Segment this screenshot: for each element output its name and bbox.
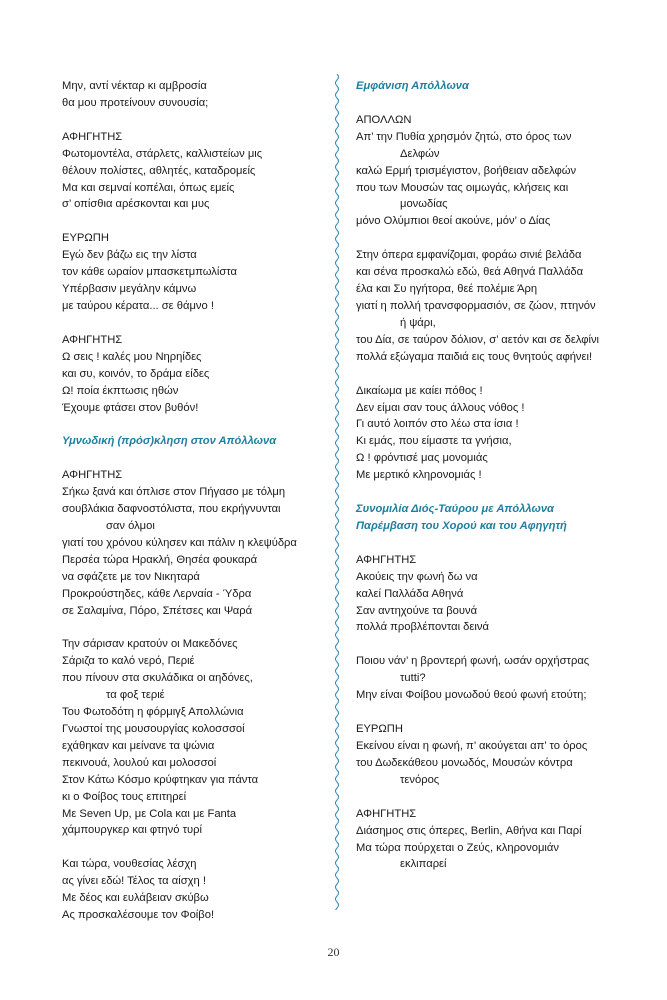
verse-line: πεκινουά, λουλού και μολοσσοί	[62, 756, 217, 769]
stanza-gap	[62, 315, 320, 332]
column-divider	[334, 74, 340, 910]
verse-line-continuation: μονωδίας	[400, 198, 448, 211]
stanza-gap	[356, 789, 646, 806]
speaker-name: ΑΠΟΛΛΩΝ	[356, 113, 412, 126]
speaker-name: ΑΦΗΓΗΤΗΣ	[62, 333, 123, 346]
verse-line: Στον Κάτω Κόσμο κρύφτηκαν για πάντα	[62, 773, 259, 786]
verse-line: που πίνουν στα σκυλάδικα οι αηδόνες,	[62, 672, 253, 685]
verse-line: Γνωστοί της μουσουργίας κολοσσσοί	[62, 723, 245, 735]
verse-line: και σένα προσκαλώ εδώ, θεά Αθηνά Παλλάδα	[356, 266, 584, 279]
verse-line-continuation: τα φοξ τεριέ	[106, 689, 165, 702]
speaker-name: ΑΦΗΓΗΤΗΣ	[356, 807, 417, 820]
verse-line: σουβλάκια δαφνοστόλιστα, που εκρήγνυνται	[62, 503, 281, 516]
left-column	[62, 78, 320, 924]
verse-line: Απ’ την Πυθία χρησμόν ζητώ, στο όρος των	[356, 130, 572, 143]
verse-line: να σφάζετε με τον Νικηταρά	[62, 570, 200, 583]
verse-line: Με μερτικό κληρονομιάς !	[356, 469, 482, 482]
verse-line: καλώ Ερμή τρισμέγιστον, βοήθειαν αδελφών	[356, 164, 577, 177]
stanza-gap	[62, 112, 320, 129]
page-number: 20	[327, 945, 340, 959]
verse-line-continuation: εκλιπαρεί	[400, 858, 447, 871]
verse-line: σ’ οπίσθια αρέσκονται και μυς	[62, 198, 210, 211]
verse-line: πολλά εξώγαμα παιδιά εις τους θνητούς αφήνει!	[356, 350, 593, 363]
stanza-gap	[356, 230, 646, 247]
section-heading: Υμνωδική (πρόσ)κληση στον Απόλλωνα	[62, 435, 277, 448]
verse-line: Την σάρισαν κρατούν οι Μακεδόνες	[62, 638, 238, 651]
verse-line: Μην είναι Φοίβου μονωδού θεού φωνή ετούτη;	[356, 689, 587, 702]
verse-line: Ω! ποία έκπτωσις ηθών	[62, 384, 179, 397]
stanza-gap	[62, 213, 320, 230]
verse-line: Εκείνου είναι η φωνή, π’ ακούγεται απ’ το όρος	[356, 740, 588, 752]
verse-line: χάμπουργκερ και φτηνό τυρί	[62, 824, 202, 837]
verse-line: εχάθηκαν και μείνανε τα ψώνια	[62, 739, 215, 752]
verse-line: Κι εμάς, που είμαστε τα γνήσια,	[356, 435, 512, 448]
verse-line: Γι αυτό λοιπόν στο λέω στα ίσια !	[356, 418, 519, 431]
verse-line: έλα και Συ ηγήτορα, θεέ πολέμιε Άρη	[356, 283, 538, 296]
section-heading: Παρέμβαση του Χορού και του Αφηγητή	[356, 519, 567, 532]
speaker-name: ΑΦΗΓΗΤΗΣ	[62, 469, 123, 482]
right-column	[356, 78, 646, 873]
verse-line: Ας προσκαλέσουμε τον Φοίβο!	[62, 909, 215, 922]
section-heading: Συνομιλία Διός-Ταύρου με Απόλλωνα	[356, 503, 554, 516]
verse-line: Ποιου νάν’ η βροντερή φωνή, ωσάν ορχήστρας	[356, 655, 590, 668]
verse-line-continuation: τενόρος	[400, 773, 440, 786]
verse-line: Σάριζα το καλό νερό, Περιέ	[62, 655, 195, 668]
verse-line: Δικαίωμα με καίει πόθος !	[356, 384, 483, 397]
speaker-name: ΑΦΗΓΗΤΗΣ	[356, 553, 417, 566]
verse-line: Έχουμε φτάσει στον βυθόν!	[62, 401, 199, 414]
verse-line: Προκρούστηδες, κάθε Λερναία - Ύδρα	[62, 587, 252, 600]
stanza-gap	[356, 704, 646, 721]
stanza-gap	[62, 450, 320, 467]
stanza-gap	[62, 839, 320, 856]
verse-line: θα μου προτείνουν συνουσία;	[62, 96, 209, 109]
stanza-gap	[356, 535, 646, 552]
verse-line: Μην, αντί νέκταρ κι αμβροσία	[62, 80, 207, 92]
verse-line: Με δέος και ευλάβειαν σκύβω	[62, 892, 209, 905]
verse-line: σε Σαλαμίνα, Πόρο, Σπέτσες και Ψαρά	[62, 604, 253, 617]
stanza-gap	[356, 366, 646, 383]
verse-line: Μα τώρα πούρχεται ο Ζεύς, κληρονομιάν	[356, 841, 559, 854]
verse-line: γιατί η πολλή τρανσφορμασιόν, σε ζώον, πτηνόν	[356, 299, 596, 312]
speaker-name: ΕΥΡΩΠΗ	[356, 723, 403, 736]
verse-line: Μα και σεμναί κοπέλαι, όπως εμείς	[62, 181, 235, 194]
verse-line: Περσέα τώρα Ηρακλή, Θησέα φουκαρά	[62, 553, 258, 566]
verse-line: Σαν αντηχούνε τα βουνά	[356, 604, 478, 617]
verse-line: Ω ! φρόντισέ μας μονομιάς	[356, 452, 488, 465]
verse-line: του Δωδεκάθεου μονωδός, Μουσών κόντρα	[356, 756, 573, 769]
verse-line-continuation: τutti?	[400, 672, 426, 685]
speaker-name: ΕΥΡΩΠΗ	[62, 232, 109, 245]
verse-line: Και τώρα, νουθεσίας λέσχη	[62, 858, 197, 871]
verse-line: Με Seven Up, με Cola και με Fanta	[62, 807, 237, 820]
stanza-gap	[356, 636, 646, 653]
stanza-gap	[62, 619, 320, 636]
verse-line: του Δία, σε ταύρον δόλιον, σ’ αετόν και σε δελφίνι	[356, 333, 600, 346]
verse-line-continuation: ή ψάρι,	[400, 316, 436, 329]
verse-line: Δεν είμαι σαν τους άλλους νόθος !	[356, 401, 525, 414]
stanza-gap	[62, 416, 320, 433]
verse-line: με ταύρου κέρατα... σε θάμνο !	[62, 299, 214, 312]
verse-line-continuation: Δελφών	[400, 147, 440, 160]
verse-line-continuation: σαν όλμοι	[106, 520, 155, 533]
verse-line: τον κάθε ωραίον μπασκετμπωλίστα	[62, 266, 238, 279]
verse-line: Υπέρβασιν μεγάλην κάμνω	[62, 283, 197, 296]
verse-line: καλεί Παλλάδα Αθηνά	[356, 587, 464, 600]
divider-wave	[336, 74, 339, 910]
verse-line: Ω σεις ! καλές μου Νηρηίδες	[62, 350, 202, 363]
verse-line: Διάσημος στις όπερες, Berlin, Αθήνα και Παρί	[356, 824, 582, 837]
verse-line: Του Φωτοδότη η φόρμιγξ Απολλώνια	[62, 706, 244, 719]
verse-line: Σήκω ξανά και όπλισε στον Πήγασο με τόλμη	[62, 486, 286, 499]
stanza-gap	[356, 95, 646, 112]
verse-line: μόνο Ολύμπιοι θεοί ακούνε, μόν’ ο Δίας	[356, 215, 551, 228]
verse-line: και συ, κοινόν, το δράμα είδες	[62, 367, 210, 380]
verse-line: Φωτομοντέλα, στάρλετς, καλλιστείων μις	[62, 147, 263, 160]
verse-line: Ακούεις την φωνή δω να	[356, 570, 478, 583]
speaker-name: ΑΦΗΓΗΤΗΣ	[62, 130, 123, 143]
stanza-gap	[356, 484, 646, 501]
verse-line: που των Μουσών τας οιμωγάς, κλήσεις και	[356, 181, 569, 194]
verse-line: πολλά προβλέπονται δεινά	[356, 621, 489, 634]
verse-line: θέλουν πολίστες, αθλητές, καταδρομείς	[62, 164, 256, 177]
verse-line: Στην όπερα εμφανίζομαι, φοράω σινιέ βελάδα	[356, 249, 582, 262]
section-heading: Εμφάνιση Απόλλωνα	[356, 80, 469, 92]
verse-line: Εγώ δεν βάζω εις την λίστα	[62, 249, 197, 262]
verse-line: κι ο Φοίβος τους επιτηρεί	[62, 790, 187, 803]
verse-line: γιατί του χρόνου κύλησεν και πάλιν η κλεψύδρα	[62, 536, 297, 549]
verse-line: ας γίνει εδώ! Τέλος τα αίσχη !	[62, 875, 206, 888]
